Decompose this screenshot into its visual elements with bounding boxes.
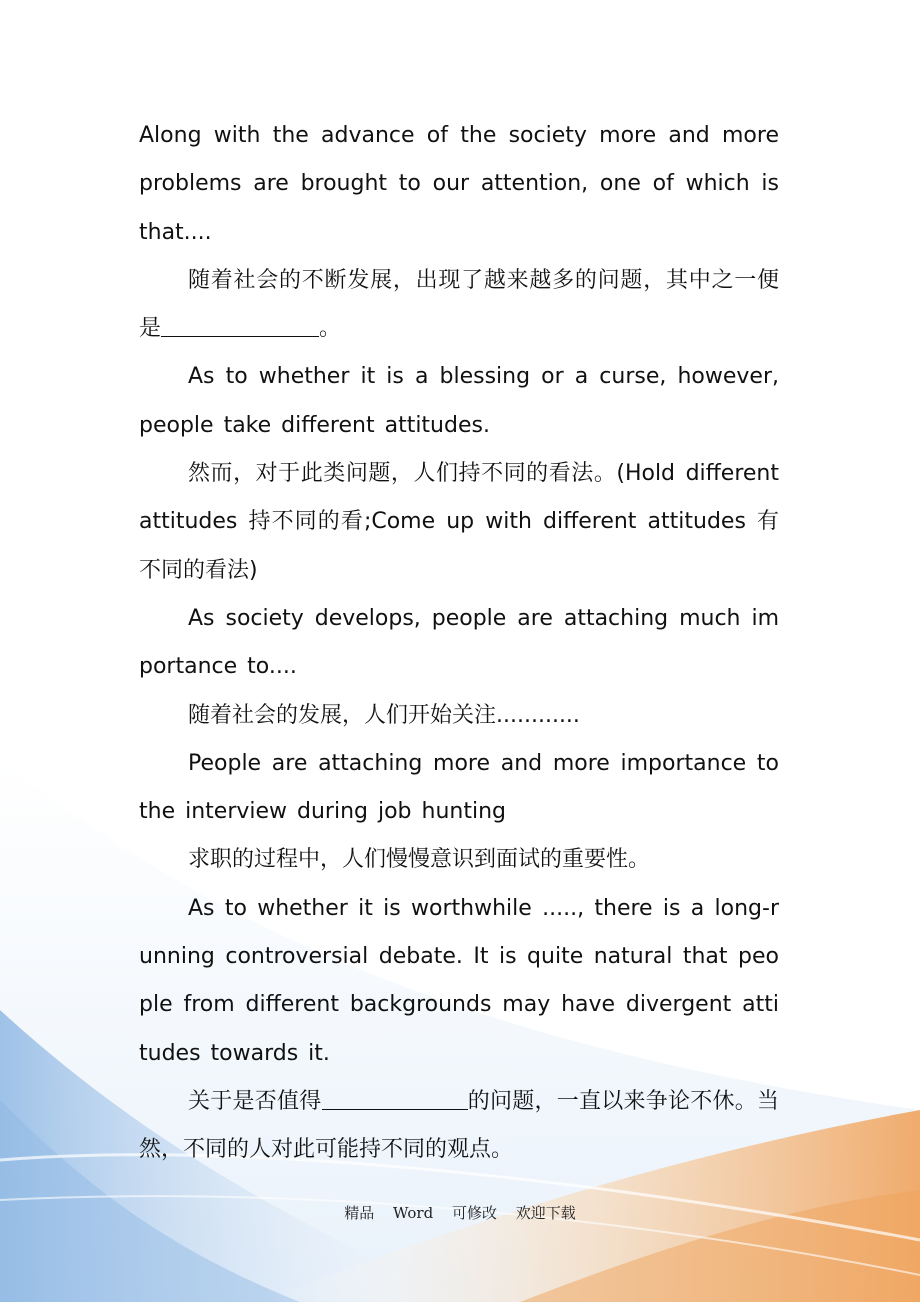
paragraph-2-text: 随着社会的不断发展，出现了越来越多的问题，其中之一便是 [139,267,779,342]
fill-in-blank [161,316,319,337]
paragraph-4: 然而，对于此类问题，人们持不同的看法。(Hold different attitudes 持不同的看;Come up with different attitudes 有不同的看法) [139,461,779,583]
paragraph-2-end: 。 [319,316,342,342]
paragraph-7: People are attaching more and more importance to the interview during job hunting [139,750,779,825]
footer-item-2: Word [393,1204,434,1222]
paragraph-10-text: 关于是否值得 [188,1088,322,1114]
paragraph-2 [139,257,779,354]
paragraph-10-end: 的问题，一直以来争论不休。当然，不同的人对此可能持不同的观点。 [139,1088,779,1163]
paragraph-9: As to whether it is worthwhile ....., there is a long-running controversial debate. It is quite natural that people from different backgrounds may have divergent attitudes towards it. [139,895,779,1066]
paragraph-10 [139,1078,779,1175]
document-body [139,112,779,1175]
fill-in-blank [322,1089,468,1110]
paragraph-5: As society develops, people are attaching much importance to.... [139,605,779,680]
page-footer [0,1202,920,1223]
paragraph-8: 求职的过程中，人们慢慢意识到面试的重要性。 [188,847,651,873]
footer-item-1: 精品 [344,1204,375,1222]
paragraph-6: 随着社会的发展，人们开始关注............ [188,702,580,728]
paragraph-1: Along with the advance of the society more and more problems are brought to our attention, one of which is that.... [139,123,779,245]
footer-item-3: 可修改 [451,1204,497,1222]
footer-item-4: 欢迎下载 [515,1204,576,1222]
paragraph-3: As to whether it is a blessing or a curse, however, people take different attitudes. [139,364,779,438]
